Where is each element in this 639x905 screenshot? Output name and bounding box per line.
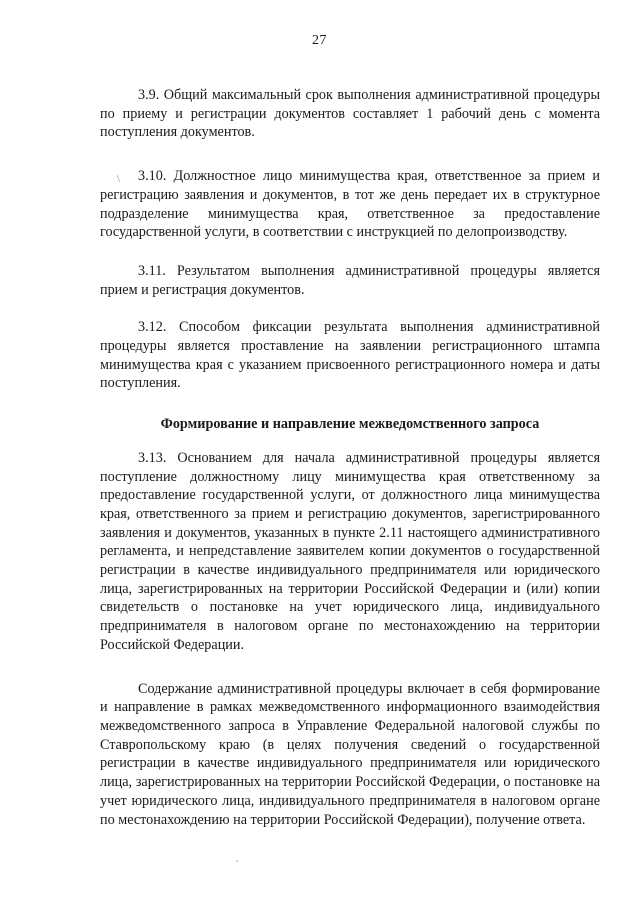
paragraph-3-10: 3.10. Должностное лицо минимущества края, ответственное за прием и регистрацию заявления и документов, в тот же день передает их в структурное подразделение минимущества края, ответственное за предоставление государственной услуги, в соответствии с инструкцией по делопроизводству.: [100, 168, 600, 241]
margin-mark: \: [117, 173, 121, 185]
paragraph-3-9: 3.9. Общий максимальный срок выполнения административной процедуры по приему и регистрации документов составляет 1 рабочий день с момента поступления документов.: [100, 87, 600, 141]
paragraph-3-12: 3.12. Способом фиксации результата выполнения административной процедуры является проставление на заявлении регистрационного штампа минимущества края с указанием присвоенного регистрационного номера и даты поступления.: [100, 319, 600, 392]
scan-speck: [236, 860, 238, 862]
paragraph-3-11: 3.11. Результатом выполнения административной процедуры является прием и регистрация документов.: [100, 262, 600, 298]
page-number: 27: [312, 33, 327, 48]
paragraph-procedure-content: Содержание административной процедуры включает в себя формирование и направление в рамках межведомственного информационного взаимодействия межведомственного запроса в Управление Федеральной налоговой службы по Ставропольскому краю (в целях получения сведений о государственной регистрации в качестве индивидуального предпринимателя или юридического лица, зарегистрированных на территории Российской Федерации, о постановке на учет юридического лица, индивидуального предпринимателя в налоговом органе по местонахождению на территории Российской Федерации), получение ответа.: [100, 680, 600, 828]
document-body: [100, 86, 600, 829]
section-heading: Формирование и направление межведомственного запроса: [160, 416, 540, 433]
paragraph-3-13: 3.13. Основанием для начала административной процедуры является поступление должностному лицу минимущества края ответственному за предоставление государственной услуги, от должностного лица минимущества края, ответственного за прием и регистрацию документов, зарегистрированного заявления и документов, указанных в пункте 2.11 настоящего административного регламента, и непредставление заявителем копии документов о государственной регистрации в качестве индивидуального предпринимателя или юридического лица, зарегистрированных на территории Российской Федерации и (или) копии свидетельств о постановке на учет юридического лица, индивидуального предпринимателя в налоговом органе по местонахождению на территории Российской Федерации.: [100, 449, 600, 653]
